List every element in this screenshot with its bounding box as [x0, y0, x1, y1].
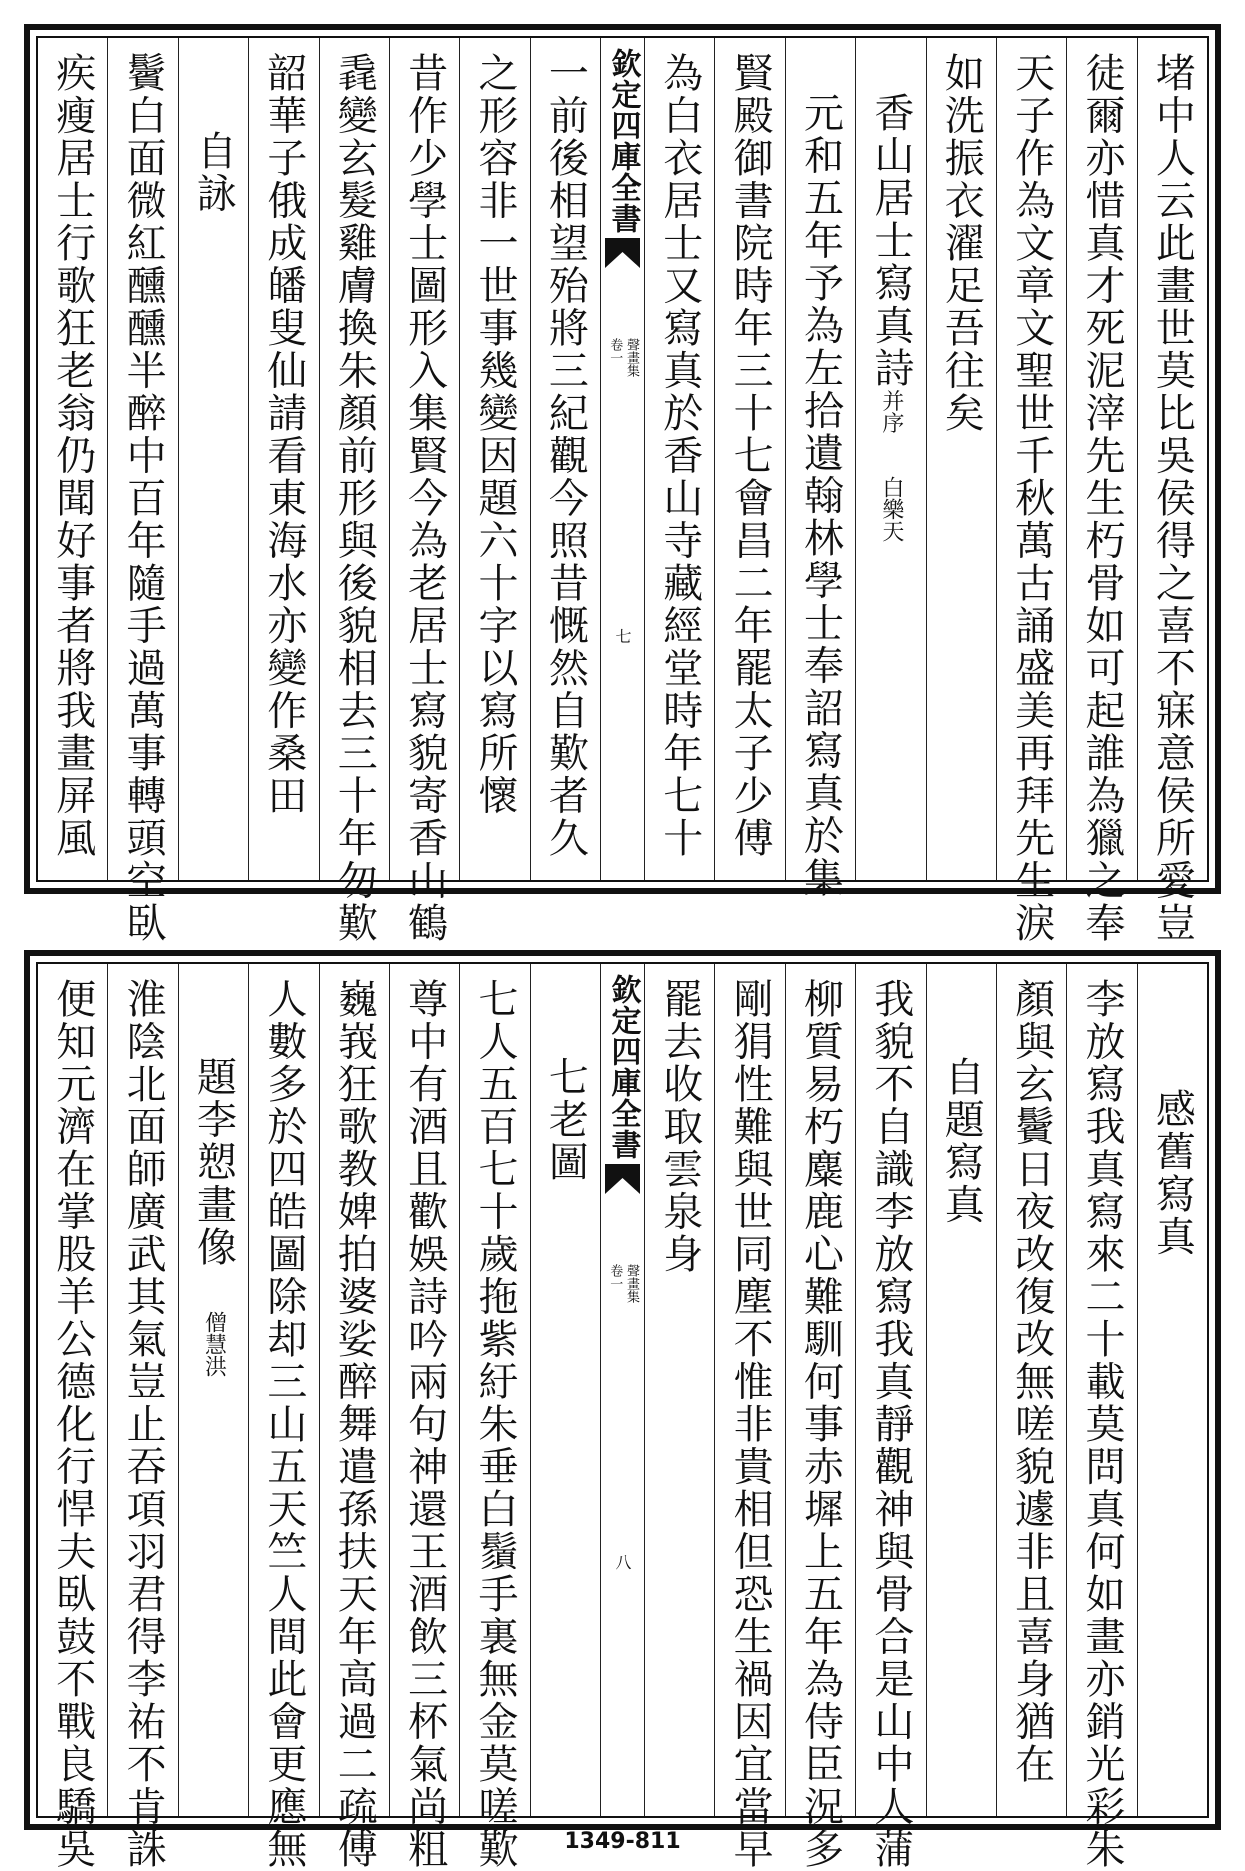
heading-column [178, 38, 248, 880]
column-text: 之形容非一世事幾變因題六十字以寫所懷 [471, 52, 518, 817]
spine-column [600, 964, 644, 1816]
column-text: 一前後相望殆將三紀觀今照昔慨然自歎者久 [542, 52, 589, 860]
column-text: 顏與玄鬢日夜改復改無嗟貌遽非且喜身猶在 [1008, 978, 1055, 1786]
poem-heading: 自詠 [190, 130, 237, 215]
spine-column [600, 38, 644, 880]
spine-volume: 卷一 [607, 338, 623, 364]
text-column [389, 38, 459, 945]
column-text: 便知元濟在掌股羊公德化行悍夫臥鼓不戰良驕吳 [49, 978, 96, 1871]
column-text: 鬢白面微紅醺醺半醉中百年隨手過萬事轉頭空臥 [120, 52, 167, 945]
column-text: 賢殿御書院時年三十七會昌二年罷太子少傅 [727, 52, 774, 860]
text-column [319, 964, 389, 1871]
text-column [785, 964, 855, 1871]
column-text: 巍峩狂歌教婢拍婆娑醉舞遣孫扶天年高過二疏傅 [331, 978, 378, 1871]
column-text: 人數多於四皓圖除却三山五天竺人間此會更應無 [260, 978, 307, 1871]
text-column [38, 964, 107, 1871]
column-text: 柳質易朽麋鹿心難馴何事赤墀上五年為侍臣況多 [797, 978, 844, 1871]
fish-tail-mark-icon [605, 1164, 640, 1198]
column-text: 為白衣居士又寫真於香山寺藏經堂時年七十 [656, 52, 703, 860]
text-column [107, 38, 177, 945]
heading-column [1137, 964, 1207, 1816]
heading-column [926, 964, 996, 1816]
column-text: 剛狷性難與世同塵不惟非貴相但恐生禍因宜當早 [727, 978, 774, 1871]
column-text: 徒爾亦惜真才死泥滓先生朽骨如可起誰為獵之奉 [1078, 52, 1125, 945]
text-column [714, 38, 784, 880]
heading-text: 香山居士寫真詩 [867, 92, 914, 390]
text-column [319, 38, 389, 945]
text-column [996, 38, 1066, 945]
top-page-columns [38, 38, 1207, 945]
text-column [38, 38, 107, 880]
column-text: 罷去收取雲泉身 [656, 978, 703, 1276]
column-text: 我貌不自識李放寫我真靜觀神與骨合是山中人蒲 [867, 978, 914, 1871]
spine-page-number: 七 [613, 628, 632, 644]
column-text: 李放寫我真寫來二十載莫問真何如畫亦銷光彩朱 [1078, 978, 1125, 1871]
poem-heading: 自題寫真 [938, 1056, 985, 1226]
heading-column [530, 964, 600, 1816]
spine-collection: 聲畫集 [624, 338, 639, 377]
text-column [996, 964, 1066, 1816]
text-column [459, 38, 529, 880]
text-column [248, 38, 318, 880]
author-note: 僧慧洪 [201, 1311, 227, 1377]
poem-heading [190, 978, 237, 1816]
spine-page-number: 八 [613, 1554, 632, 1570]
poem-heading: 感舊寫真 [1149, 1088, 1196, 1258]
text-column [644, 38, 714, 880]
text-column [855, 964, 925, 1871]
text-column [1066, 38, 1136, 945]
column-text: 元和五年予為左拾遺翰林學士奉詔寫真於集 [797, 92, 844, 900]
column-text: 淮陰北面師廣武其氣豈止吞項羽君得李祐不肯誅 [120, 978, 167, 1871]
spine-title: 欽定四庫全書 [605, 48, 641, 234]
footer-page-number: 1349-811 [564, 1829, 681, 1854]
column-text: 堵中人云此畫世莫比吳侯得之喜不寐意侯所愛豈 [1149, 52, 1196, 945]
text-column [644, 964, 714, 1816]
spine-volume: 卷一 [607, 1264, 623, 1290]
text-column [1066, 964, 1136, 1871]
column-text: 疾瘦居士行歌狂老翁仍聞好事者將我畫屏風 [49, 52, 96, 860]
column-text: 尊中有酒且歡娛詩吟兩句神還王酒飲三杯氣尚粗 [401, 978, 448, 1871]
text-column [714, 964, 784, 1871]
heading-note: 并序 [878, 389, 904, 434]
column-text: 如洗振衣濯足吾往矣 [938, 52, 985, 435]
text-column [389, 964, 459, 1871]
spine-title: 欽定四庫全書 [605, 974, 641, 1160]
text-column [107, 964, 177, 1871]
column-text: 韶華子俄成皤叟仙請看東海水亦變作桑田 [260, 52, 307, 817]
poem-heading: 七老圖 [542, 1056, 589, 1184]
text-column [530, 38, 600, 880]
text-column [785, 38, 855, 900]
column-text: 毳變玄髮雞膚換朱顏前形與後貌相去三十年勿歎 [331, 52, 378, 945]
fish-tail-mark-icon [605, 238, 640, 272]
column-text: 昔作少學士圖形入集賢今為老居士寫貌寄香山鶴 [401, 52, 448, 945]
top-page-panel [24, 24, 1221, 945]
text-column [1137, 38, 1207, 945]
heading-text: 題李愬畫像 [190, 1056, 237, 1269]
author-note: 白樂天 [878, 476, 904, 542]
heading-column [855, 38, 925, 880]
top-page-frame [36, 36, 1209, 945]
poem-heading [867, 52, 914, 880]
column-text: 天子作為文章文聖世千秋萬古誦盛美再拜先生淚 [1008, 52, 1055, 945]
heading-column [178, 964, 248, 1816]
text-column [459, 964, 529, 1871]
spine-collection: 聲畫集 [624, 1264, 639, 1303]
column-text: 七人五百七十歲拖紫紆朱垂白鬚手裏無金莫嗟歎 [471, 978, 518, 1871]
text-column [926, 38, 996, 880]
text-column [248, 964, 318, 1871]
